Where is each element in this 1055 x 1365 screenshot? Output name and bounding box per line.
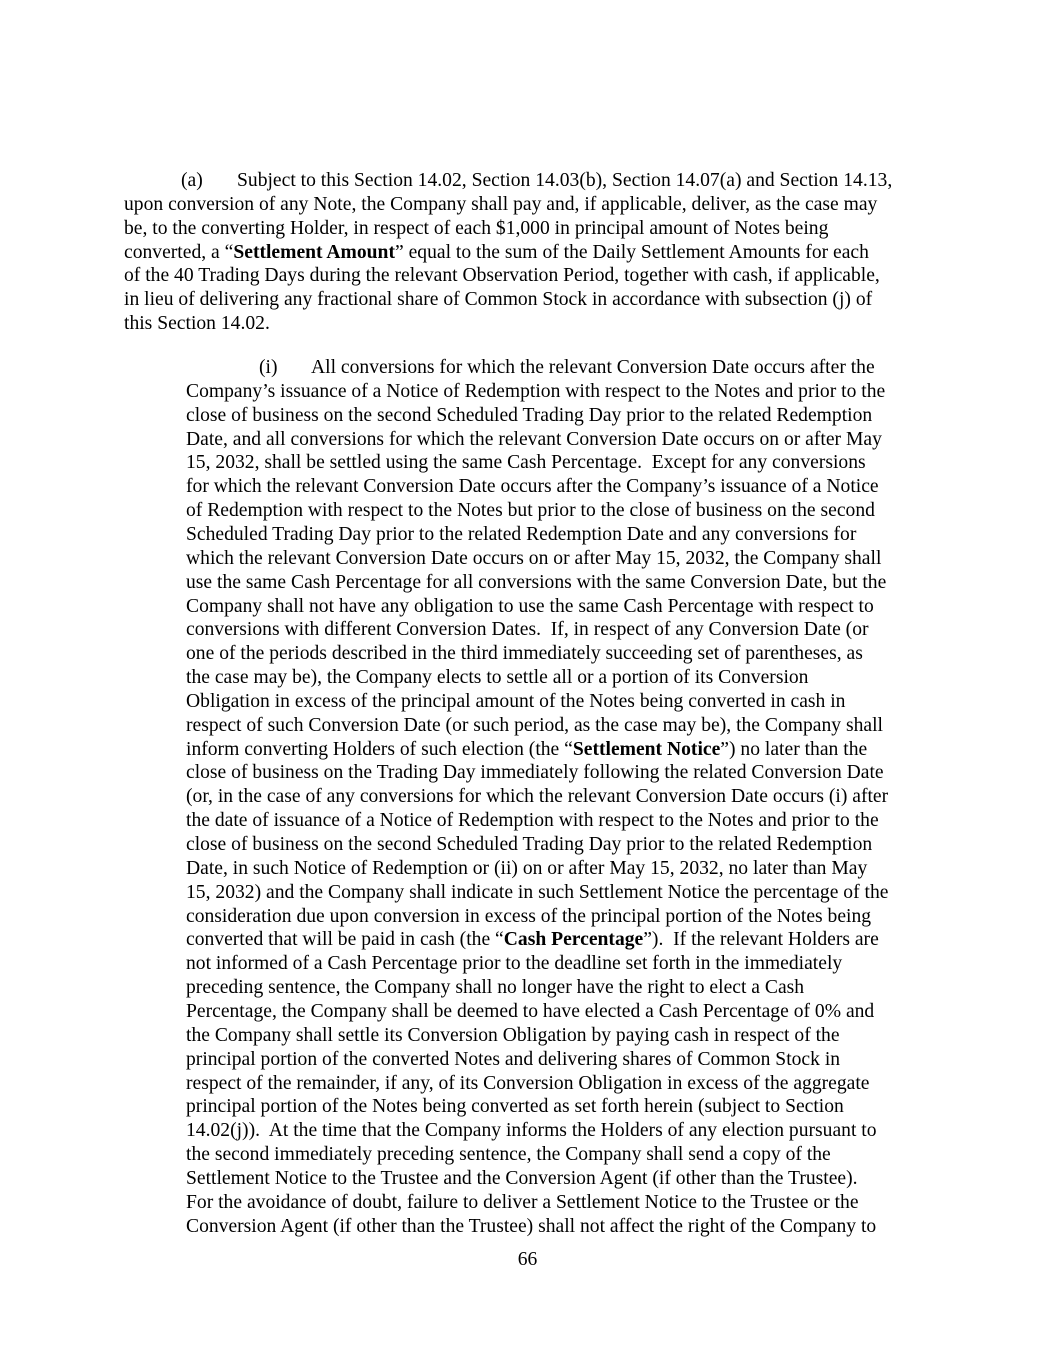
text-line xyxy=(186,1048,840,1072)
text-segment: respect of such Conversion Date (or such period, as the case may be), the Company shall xyxy=(186,714,884,736)
text-line xyxy=(186,738,867,762)
text-line xyxy=(186,451,866,475)
defined-term: Cash Percentage xyxy=(503,929,644,951)
text-line xyxy=(124,217,828,241)
text-line xyxy=(186,928,879,952)
defined-term: Settlement Amount xyxy=(233,241,395,263)
text-segment: principal portion of the Notes being converted as set forth herein (subject to Section xyxy=(186,1096,844,1118)
text-segment: close of business on the Trading Day immediately following the related Conversion Date xyxy=(186,762,884,784)
text-segment: upon conversion of any Note, the Company shall pay and, if applicable, deliver, as the case may xyxy=(124,193,878,215)
text-segment: close of business on the second Scheduled Trading Day prior to the related Redemption xyxy=(186,404,873,426)
text-line xyxy=(186,428,882,452)
text-segment: the second immediately preceding sentence, the Company shall send a copy of the xyxy=(186,1144,831,1166)
text-segment: 15, 2032) and the Company shall indicate in such Settlement Notice the percentage of the xyxy=(186,881,889,903)
text-line xyxy=(186,1024,840,1048)
text-line xyxy=(124,312,270,336)
text-line xyxy=(186,1072,870,1096)
text-segment: this Section 14.02. xyxy=(124,313,270,335)
text-segment: consideration due upon conversion in excess of the principal portion of the Notes being xyxy=(186,905,872,927)
text-segment: close of business on the second Scheduled Trading Day prior to the related Redemption xyxy=(186,834,873,855)
text-line xyxy=(124,264,880,288)
text-line xyxy=(186,499,875,523)
text-line xyxy=(124,288,872,312)
text-line xyxy=(186,952,842,976)
text-segment: which the relevant Conversion Date occurs on or after May 15, 2032, the Company shall xyxy=(186,547,882,569)
text-line xyxy=(186,833,872,857)
text-line xyxy=(186,1000,874,1024)
text-line xyxy=(186,1215,876,1239)
text-segment: Date, and all conversions for which the relevant Conversion Date occurs on or after May xyxy=(186,428,882,450)
text-segment: Scheduled Trading Day prior to the related Redemption Date and any conversions for xyxy=(186,523,857,545)
text-segment: use the same Cash Percentage for all conversions with the same Conversion Date, but the xyxy=(186,571,887,593)
text-line xyxy=(186,857,867,881)
text-line xyxy=(186,666,808,690)
text-segment: ”). If the relevant Holders are xyxy=(643,929,879,951)
paragraph-marker: (a) xyxy=(181,170,203,191)
text-segment: inform converting Holders of such election (the “ xyxy=(186,738,573,760)
text-line xyxy=(186,690,845,714)
text-segment: not informed of a Cash Percentage prior to the deadline set forth in the immediately xyxy=(186,953,843,975)
text-segment: Company shall not have any obligation to use the same Cash Percentage with respect to xyxy=(186,595,874,617)
text-line xyxy=(186,714,883,738)
text-line xyxy=(186,595,874,619)
text-segment: Conversion Agent (if other than the Trustee) shall not affect the right of the Company to xyxy=(186,1215,877,1237)
text-segment: principal portion of the converted Notes and delivering shares of Common Stock in xyxy=(186,1048,841,1070)
text-segment: Obligation in excess of the principal amount of the Notes being converted in cash in xyxy=(186,690,846,712)
page-number: 66 xyxy=(517,1249,538,1270)
text-line xyxy=(186,642,863,666)
text-segment: (or, in the case of any conversions for which the relevant Conversion Date occurs (i) after xyxy=(186,786,889,808)
text-segment: ”) no later than the xyxy=(720,738,868,760)
text-segment: of Redemption with respect to the Notes but prior to the close of business on the second xyxy=(186,500,875,522)
text-segment: the date of issuance of a Notice of Redemption with respect to the Notes and prior to the xyxy=(186,810,879,832)
text-segment: Percentage, the Company shall be deemed to have elected a Cash Percentage of 0% and xyxy=(186,1000,875,1022)
text-segment: 14.02(j)). At the time that the Company informs the Holders of any election pursuant to xyxy=(186,1120,877,1142)
text-line xyxy=(186,618,869,642)
text-line xyxy=(186,1095,844,1119)
text-segment: Company’s issuance of a Notice of Redemption with respect to the Notes and prior to the xyxy=(186,380,886,402)
text-line xyxy=(186,523,856,547)
text-segment: ” equal to the sum of the Daily Settlement Amounts for each xyxy=(394,241,869,263)
text-line xyxy=(186,761,884,785)
text-line xyxy=(186,1191,859,1215)
text-segment: in lieu of delivering any fractional share of Common Stock in accordance with subsection (j) of xyxy=(124,289,873,311)
text-segment: For the avoidance of doubt, failure to deliver a Settlement Notice to the Trustee or the xyxy=(186,1191,859,1213)
text-segment: for which the relevant Conversion Date occurs after the Company’s issuance of a Notice xyxy=(186,476,879,498)
paragraph-marker: (i) xyxy=(259,357,278,378)
text-segment: 15, 2032, shall be settled using the same Cash Percentage. Except for any conversions xyxy=(186,452,866,474)
text-segment: one of the periods described in the third immediately succeeding set of parentheses, as xyxy=(186,643,863,665)
text-line xyxy=(124,193,877,217)
text-segment: All conversions for which the relevant Conversion Date occurs after the xyxy=(311,357,875,378)
text-line xyxy=(186,976,804,1000)
text-line xyxy=(186,1167,858,1191)
text-line xyxy=(181,169,892,193)
text-line xyxy=(186,809,879,833)
text-line xyxy=(186,475,879,499)
text-segment: be, to the converting Holder, in respect of each $1,000 in principal amount of Notes being xyxy=(124,217,829,239)
text-segment: converted, a “ xyxy=(124,241,234,263)
text-segment: preceding sentence, the Company shall no longer have the right to elect a Cash xyxy=(186,977,805,999)
defined-term: Settlement Notice xyxy=(572,738,721,760)
text-line xyxy=(186,1119,877,1143)
text-line xyxy=(259,356,875,380)
text-segment: conversions with different Conversion Dates. If, in respect of any Conversion Date (or xyxy=(186,619,869,641)
text-segment: of the 40 Trading Days during the relevant Observation Period, together with cash, if applicable, xyxy=(124,265,880,287)
text-line xyxy=(186,547,881,571)
text-line xyxy=(186,571,886,595)
text-segment: Subject to this Section 14.02, Section 14.03(b), Section 14.07(a) and Section 14.13, xyxy=(237,170,893,191)
text-segment: Settlement Notice to the Trustee and the Conversion Agent (if other than the Trustee). xyxy=(186,1167,858,1189)
text-line xyxy=(186,881,888,905)
text-segment: respect of the remainder, if any, of its Conversion Obligation in excess of the aggregate xyxy=(186,1072,870,1094)
text-line xyxy=(186,380,885,404)
text-line xyxy=(124,241,869,265)
text-segment: the case may be), the Company elects to settle all or a portion of its Conversion xyxy=(186,667,809,689)
text-line xyxy=(186,1143,831,1167)
text-segment: the Company shall settle its Conversion Obligation by paying cash in respect of the xyxy=(186,1024,840,1046)
text-segment: Date, in such Notice of Redemption or (ii) on or after May 15, 2032, no later than May xyxy=(186,857,868,879)
text-line xyxy=(186,404,872,428)
text-line xyxy=(186,785,888,809)
text-line xyxy=(186,905,871,929)
text-segment: converted that will be paid in cash (the “ xyxy=(186,929,504,951)
